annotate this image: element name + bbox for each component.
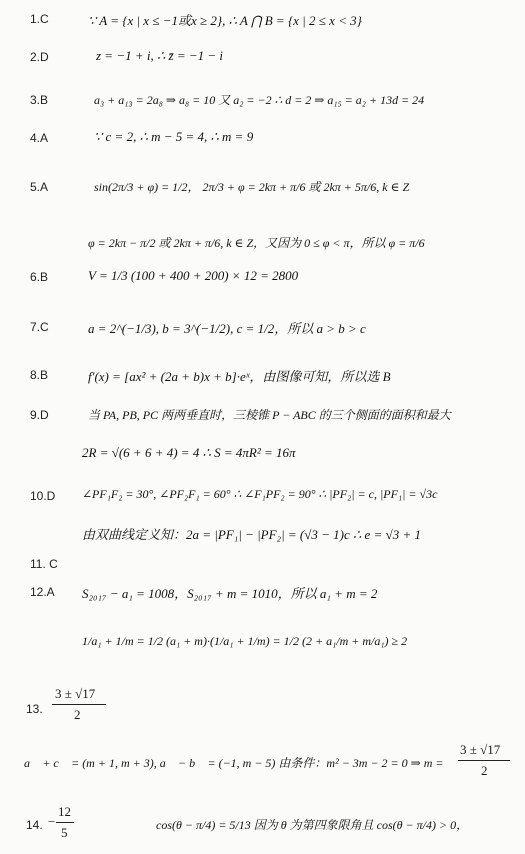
solution-line: z = −1 + i, ∴ z̄ = −1 − i — [96, 48, 223, 63]
solution-line: 当 PA, PB, PC 两两垂直时，三棱锥 P − ABC 的三个侧面的面积和最大 — [88, 408, 451, 422]
question-number: 10.D — [30, 489, 56, 503]
fraction-bar — [56, 822, 74, 823]
question-number: 14. — [26, 818, 43, 832]
solution-line: S₂₀₁₇ − a₁ = 1008，S₂₀₁₇ + m = 1010，所以 a₁ + m = 2 — [82, 586, 378, 601]
result-numerator: 3 ± √17 — [460, 742, 501, 757]
question-number: 11. C — [30, 557, 58, 571]
answer-numerator: 12 — [58, 804, 71, 819]
question-number: 4.A — [30, 131, 49, 145]
solution-line: 1/a₁ + 1/m = 1/2 (a₁ + m)·(1/a₁ + 1/m) = 1/2 (2 + a₁/m + m/a₁) ≥ 2 — [82, 634, 408, 648]
question-number: 1.C — [30, 12, 49, 26]
question-number: 3.B — [30, 93, 49, 107]
question-number: 9.D — [30, 408, 49, 422]
question-number: 2.D — [30, 50, 49, 64]
solution-line: ∠PF₁F₂ = 30°, ∠PF₂F₁ = 60° ∴ ∠F₁PF₂ = 90° ∴ |PF₂| = c, |PF₁| = √3c — [82, 487, 438, 501]
solution-line: ∵ c = 2, ∴ m − 5 = 4, ∴ m = 9 — [94, 129, 254, 144]
solution-line: sin(2π/3 + φ) = 1/2， 2π/3 + φ = 2kπ + π/6 或 2kπ + 5π/6, k ∈ Z — [94, 180, 410, 194]
question-number: 7.C — [30, 320, 49, 334]
solution-line: 2R = √(6 + 6 + 4) = 4 ∴ S = 4πR² = 16π — [82, 445, 296, 460]
solution-line: φ = 2kπ − π/2 或 2kπ + π/6, k ∈ Z，又因为 0 ≤ φ < π，所以 φ = π/6 — [88, 236, 425, 250]
solution-line: a₃ + a₁₃ = 2a₈ ⇒ a₈ = 10 又 a₂ = −2 ∴ d = 2 ⇒ a₁₅ = a₂ + 13d = 24 — [94, 93, 425, 107]
answer-denominator: 5 — [61, 825, 68, 840]
question-number: 8.B — [30, 368, 49, 382]
result-denominator: 2 — [481, 763, 488, 778]
fraction-bar — [52, 704, 106, 705]
solution-line: a⃗ + c⃗ = (m + 1, m + 3), a⃗ − b⃗ = (−1, m − 5) 由条件：m² − 3m − 2 = 0 ⇒ m = — [24, 756, 444, 770]
solution-line: V = 1/3 (100 + 400 + 200) × 12 = 2800 — [88, 268, 299, 283]
answer-denominator: 2 — [74, 707, 81, 722]
answer-numerator: 3 ± √17 — [55, 686, 96, 701]
answer-sign: − — [48, 814, 56, 829]
solution-line: cos(θ − π/4) = 5/13 因为 θ 为第四象限角且 cos(θ − π/4) > 0， — [156, 818, 469, 832]
fraction-bar — [458, 760, 510, 761]
solution-line: 由双曲线定义知：2a = |PF₁| − |PF₂| = (√3 − 1)c ∴ e = √3 + 1 — [82, 527, 421, 542]
solution-line: a = 2^(−1/3), b = 3^(−1/2), c = 1/2，所以 a > b > c — [88, 321, 366, 336]
solution-line: ∵ A = {x | x ≤ −1或x ≥ 2}, ∴ A ⋂ B = {x | 2 ≤ x < 3} — [88, 13, 362, 28]
question-number: 12.A — [30, 585, 55, 599]
solution-line: f′(x) = [ax² + (2a + b)x + b]·eˣ，由图像可知，所以选 B — [88, 369, 391, 384]
question-number: 6.B — [30, 270, 49, 284]
question-number: 5.A — [30, 180, 49, 194]
question-number: 13. — [26, 702, 43, 716]
